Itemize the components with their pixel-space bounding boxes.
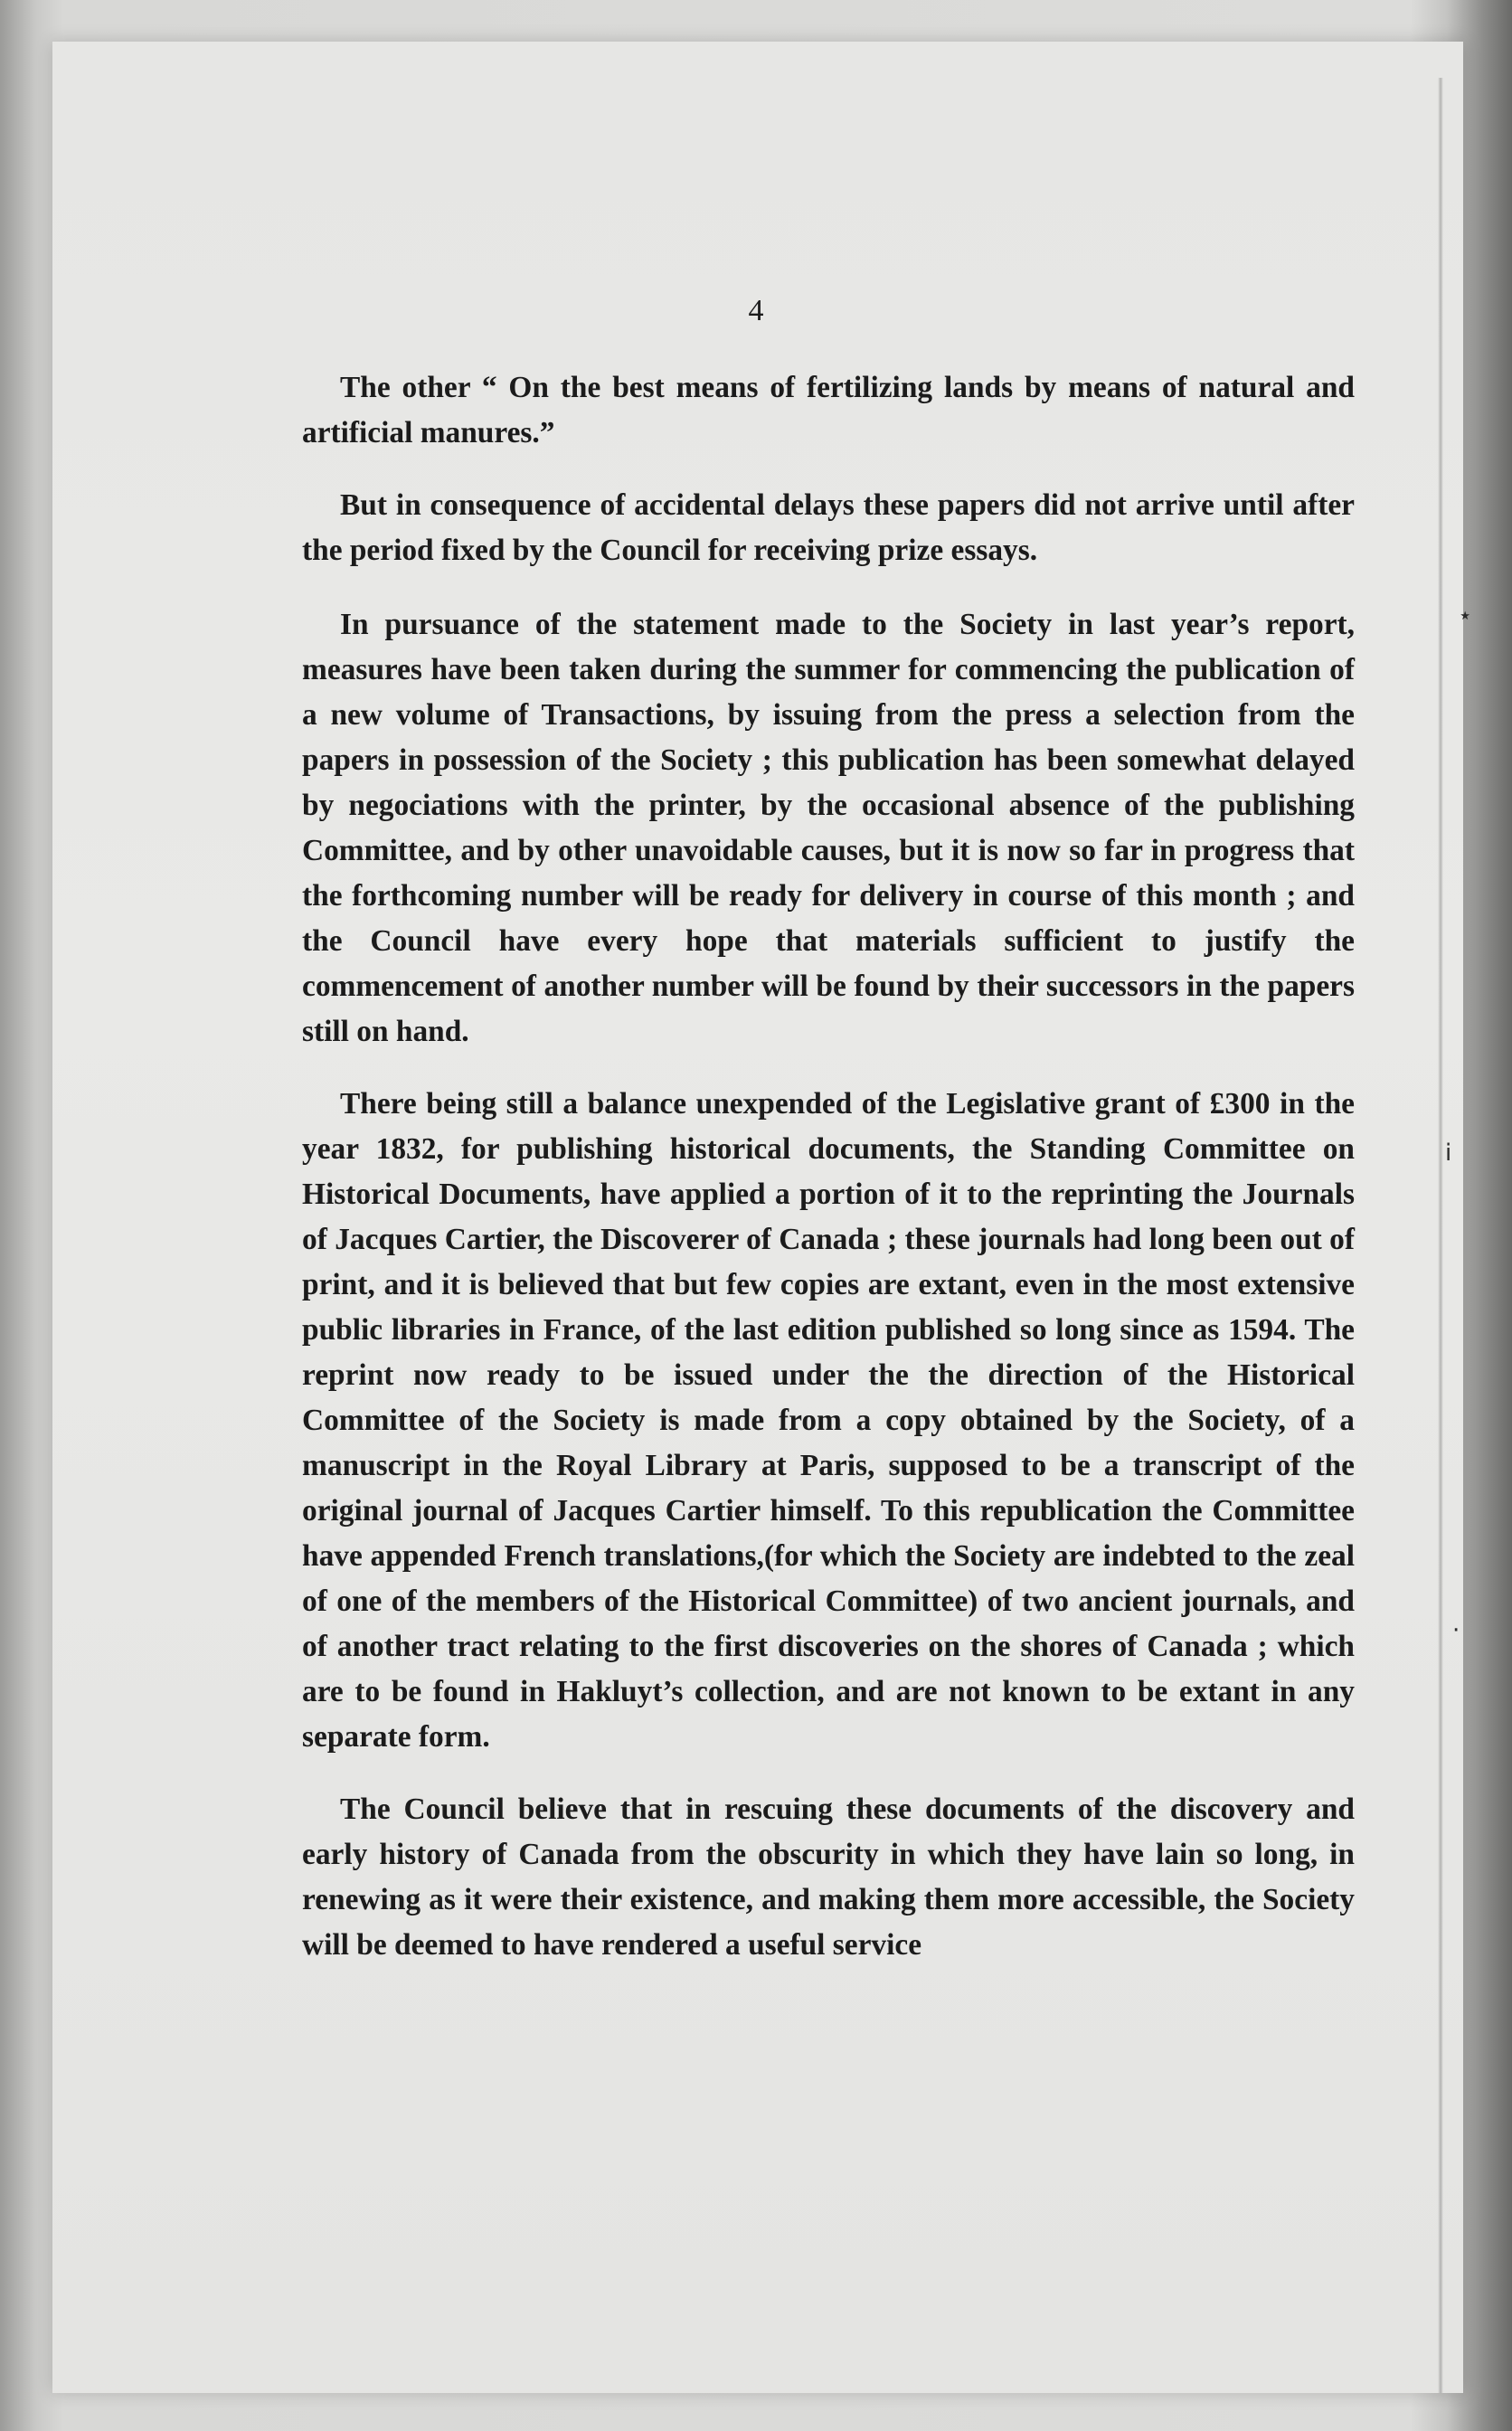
body-text bbox=[302, 365, 1355, 1995]
paragraph-cartier-journals: There being still a balance unexpended of the Legislative grant of £300 in the year 1832, for publishing historical documents, the Standing Committee on Historical Documents, have applied a portion of it to the reprinting the Journals of Jacques Cartier, the Discoverer of Canada ; these journals had long been out of print, and it is believed that but few copies are extant, even in the most extensive public libraries in France, of the last edition published so long since as 1594. The reprint now ready to be issued under the the direction of the Historical Committee of the Society is made from a copy obtained by the Society, of a manuscript in the Royal Library at Paris, supposed to be a transcript of the original journal of Jacques Cartier himself. To this republication the Committee have appended French translations,(for which the Society are indebted to the zeal of one of the members of the Historical Committee) of two ancient journals, and of another tract relating to the first discoveries on the shores of Canada ; which are to be found in Hakluyt’s collection, and are not known to be extant in any separate form. bbox=[302, 1087, 1355, 1754]
page-fold-shadow bbox=[1438, 78, 1443, 2393]
page-number: 4 bbox=[748, 294, 764, 327]
margin-mark: · bbox=[1452, 1617, 1460, 1644]
margin-mark: ⋆ bbox=[1458, 602, 1473, 629]
paragraph-transactions: In pursuance of the statement made to the Society in last year’s report, measures have been taken during the summer for commencing the publication of a new volume of Transactions, by issuing from the press a selection from the papers in possession of the Society ; this publication has been somewhat delayed by negociations with the printer, by the occasional absence of the publishing Committee, and by other unavoidable causes, but it is now so far in progress that the forthcoming number will be ready for delivery in course of this month ; and the Council have every hope that materials sufficient to justify the commencement of another number will be found by their successors in the papers still on hand. bbox=[302, 608, 1355, 1048]
margin-mark: і bbox=[1445, 1140, 1452, 1167]
paragraph-prize-essay-topic: The other “ On the best means of fertilizing lands by means of natural and artificial manures.” bbox=[302, 371, 1355, 449]
paragraph-delays: But in consequence of accidental delays these papers did not arrive until after the period fixed by the Council for receiving prize essays. bbox=[302, 488, 1355, 567]
paragraph-council-belief: The Council believe that in rescuing these documents of the discovery and early history of Canada from the obscurity in which they have lain so long, in renewing as it were their existence, and making them more accessible, the Society will be deemed to have rendered a useful service bbox=[302, 1793, 1355, 1962]
